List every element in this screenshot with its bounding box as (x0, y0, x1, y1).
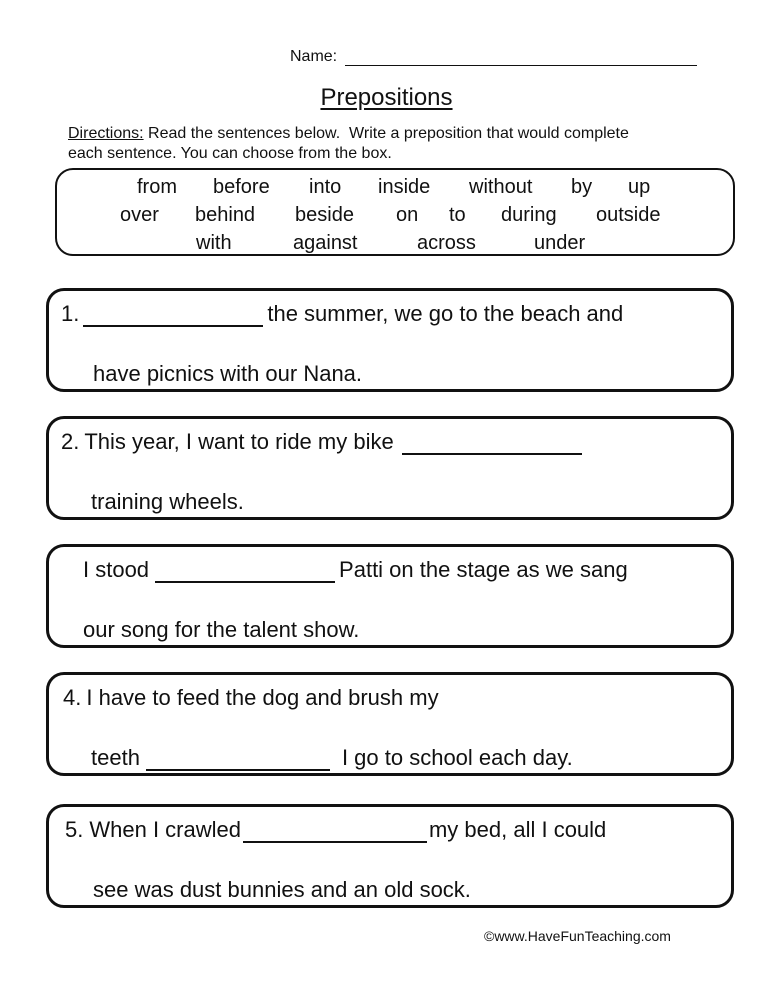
question-3 (46, 544, 734, 648)
page-title: Prepositions (320, 84, 453, 111)
question-text-line2: see was dust bunnies and an old sock. (93, 877, 471, 902)
question-number: 4. (63, 685, 82, 710)
word-during: during (501, 204, 557, 226)
question-number: 5. (65, 817, 84, 842)
directions-text-2: each sentence. You can choose from the box. (68, 145, 392, 162)
answer-blank[interactable] (402, 431, 582, 455)
word-up: up (628, 176, 651, 198)
word-on: on (396, 204, 419, 226)
question-text: the summer, we go to the beach and (267, 301, 624, 326)
question-text-line2: training wheels. (91, 489, 244, 514)
question-text: I have to feed the dog and brush my (86, 685, 439, 710)
word-into: into (309, 176, 342, 198)
word-bank (55, 168, 735, 256)
question-text-line2: teeth (91, 745, 140, 770)
word-behind: behind (195, 204, 256, 226)
word-beside: beside (295, 204, 354, 226)
question-number: 1. (61, 301, 80, 326)
word-over: over (120, 204, 159, 226)
question-text-line2: our song for the talent show. (83, 617, 360, 642)
word-across: across (417, 232, 476, 254)
word-to: to (449, 204, 466, 226)
answer-blank[interactable] (83, 303, 263, 327)
question-text: I stood (83, 557, 150, 582)
directions (68, 124, 718, 164)
question-text: This year, I want to ride my bike (84, 429, 394, 454)
question-number: 2. (61, 429, 80, 454)
word-against: against (293, 232, 358, 254)
answer-blank[interactable] (243, 819, 427, 843)
word-outside: outside (596, 204, 661, 226)
word-under: under (534, 232, 586, 254)
question-5 (46, 804, 734, 908)
question-text-after: my bed, all I could (428, 817, 607, 842)
word-without: without (469, 176, 533, 198)
directions-label: Directions: (68, 125, 144, 142)
question-text: When I crawled (89, 817, 241, 842)
question-text-after: Patti on the stage as we sang (339, 557, 628, 582)
question-1 (46, 288, 734, 392)
copyright-footer: ©www.HaveFunTeaching.com (484, 928, 671, 944)
word-inside: inside (378, 176, 431, 198)
question-2 (46, 416, 734, 520)
answer-blank[interactable] (146, 747, 330, 771)
word-by: by (571, 176, 593, 198)
answer-blank[interactable] (155, 559, 335, 583)
name-label: Name: (290, 48, 338, 65)
question-text-line2: have picnics with our Nana. (93, 361, 363, 386)
name-blank[interactable] (345, 49, 697, 66)
word-from: from (137, 176, 177, 198)
question-text-line2-after: I go to school each day. (341, 745, 573, 770)
word-before: before (213, 176, 270, 198)
question-4 (46, 672, 734, 776)
directions-text-1: Read the sentences below. Write a preposition that would complete (143, 125, 629, 142)
name-row (290, 48, 697, 66)
word-with: with (196, 232, 232, 254)
